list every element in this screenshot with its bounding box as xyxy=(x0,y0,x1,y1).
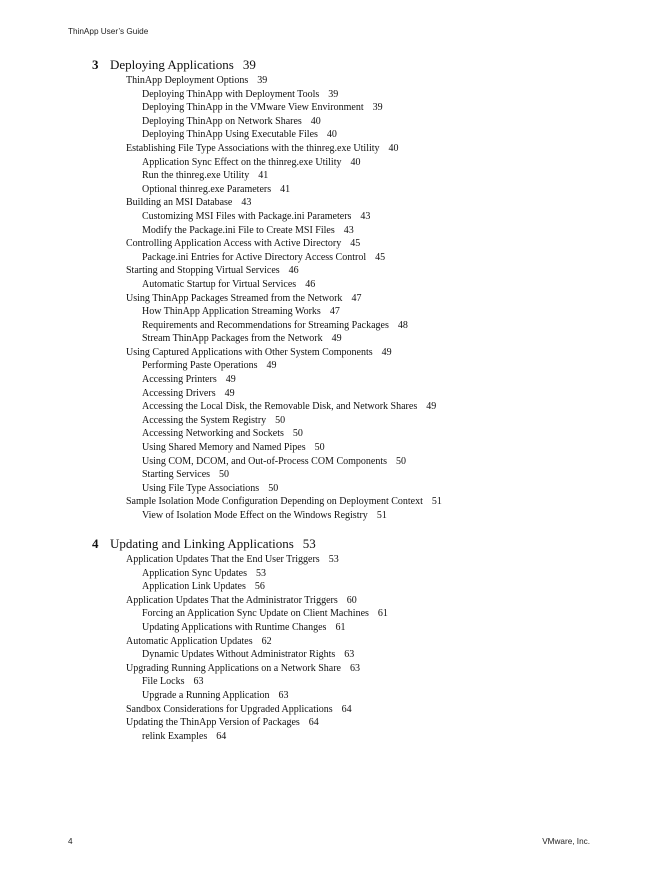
footer-company: VMware, Inc. xyxy=(542,837,590,846)
toc-entry-page: 43 xyxy=(343,224,354,236)
toc-entry-page: 47 xyxy=(351,292,362,304)
toc-entry-title: relink Examples xyxy=(142,730,208,742)
toc-entry-title: Accessing Drivers xyxy=(142,387,216,399)
toc-entry[interactable] xyxy=(0,455,660,469)
toc-entry-title: Deploying ThinApp on Network Shares xyxy=(142,115,302,127)
toc-entry[interactable] xyxy=(0,607,660,621)
toc-entry-page: 39 xyxy=(257,75,268,86)
toc-entry[interactable] xyxy=(0,237,660,251)
toc-entry[interactable] xyxy=(0,305,660,319)
chapter-page: 53 xyxy=(302,536,316,551)
toc-entry[interactable] xyxy=(0,74,660,88)
toc-entry[interactable] xyxy=(0,142,660,156)
toc-entry[interactable] xyxy=(0,730,660,744)
toc-entry-title: Customizing MSI Files with Package.ini Parameters xyxy=(142,210,352,222)
toc-entry-title: Starting and Stopping Virtual Services xyxy=(126,265,280,277)
toc-entry-page: 64 xyxy=(308,717,319,729)
toc-entry[interactable] xyxy=(0,292,660,306)
toc-entry-page: 51 xyxy=(431,496,442,508)
chapter-number: 4 xyxy=(92,536,99,551)
toc-entry[interactable] xyxy=(0,332,660,346)
toc-entry-title: Using Shared Memory and Named Pipes xyxy=(142,442,306,454)
toc-entry-title: Accessing Printers xyxy=(142,374,217,386)
toc-entry-title: Accessing Networking and Sockets xyxy=(142,428,284,440)
toc-entry[interactable] xyxy=(0,621,660,635)
toc-entry[interactable] xyxy=(0,183,660,197)
toc-entry-page: 49 xyxy=(381,346,392,358)
toc-entry-title: Building an MSI Database xyxy=(126,197,233,209)
footer-page-number: 4 xyxy=(68,837,73,846)
toc-entry-page: 64 xyxy=(341,703,352,715)
toc-entry-page: 60 xyxy=(346,594,357,606)
toc-entry-title: Application Sync Effect on the thinreg.exe Utility xyxy=(142,156,342,168)
toc-entry[interactable] xyxy=(0,703,660,717)
toc-entry-page: 61 xyxy=(377,608,388,620)
toc-entry[interactable] xyxy=(0,509,660,523)
toc-entry-title: Package.ini Entries for Active Directory Access Control xyxy=(142,251,367,263)
toc-entry-title: Stream ThinApp Packages from the Network xyxy=(142,333,323,345)
toc-entry[interactable] xyxy=(0,468,660,482)
toc-entry-title: Updating the ThinApp Version of Packages xyxy=(126,717,300,729)
toc-entry[interactable] xyxy=(0,210,660,224)
toc-entry[interactable] xyxy=(0,662,660,676)
toc-entry-title: Deploying ThinApp with Deployment Tools xyxy=(142,88,320,100)
toc-entry-title: View of Isolation Mode Effect on the Windows Registry xyxy=(142,510,368,521)
toc-list-chapter-3 xyxy=(0,74,660,523)
toc-entry-page: 46 xyxy=(305,278,316,290)
toc-entry-title: Application Sync Updates xyxy=(142,567,247,579)
toc-entry[interactable] xyxy=(0,400,660,414)
toc-entry[interactable] xyxy=(0,482,660,496)
toc-entry-title: Application Link Updates xyxy=(142,581,246,593)
toc-entry-page: 40 xyxy=(310,115,321,127)
toc-entry-title: Automatic Startup for Virtual Services xyxy=(142,278,297,290)
toc-entry-title: Accessing the Local Disk, the Removable Disk, and Network Shares xyxy=(142,401,418,413)
toc-entry-title: Using Captured Applications with Other System Components xyxy=(126,346,373,358)
toc-entry-page: 46 xyxy=(288,265,299,277)
toc-entry-title: Optional thinreg.exe Parameters xyxy=(142,183,272,195)
toc-entry[interactable] xyxy=(0,359,660,373)
toc-entry-title: Using ThinApp Packages Streamed from the Network xyxy=(126,292,343,304)
toc-entry-page: 39 xyxy=(372,102,383,114)
toc-entry-page: 41 xyxy=(280,183,291,195)
toc-entry-title: Performing Paste Operations xyxy=(142,360,258,372)
toc-entry[interactable] xyxy=(0,169,660,183)
toc-entry-page: 62 xyxy=(261,635,272,647)
toc-entry[interactable] xyxy=(0,128,660,142)
toc-entry[interactable] xyxy=(0,278,660,292)
chapter-number: 3 xyxy=(92,57,99,72)
toc-entry-page: 63 xyxy=(278,689,289,701)
toc-entry-title: Using COM, DCOM, and Out-of-Process COM Components xyxy=(142,455,387,467)
toc-entry-page: 40 xyxy=(388,142,399,154)
toc-entry-title: Sandbox Considerations for Upgraded Applications xyxy=(126,703,333,715)
toc-entry-page: 39 xyxy=(328,88,339,100)
toc-entry-title: Forcing an Application Sync Update on Client Machines xyxy=(142,608,369,620)
toc-entry[interactable] xyxy=(0,567,660,581)
toc-entry[interactable] xyxy=(0,156,660,170)
toc-entry-page: 43 xyxy=(360,210,371,222)
toc-entry-page: 50 xyxy=(268,482,279,494)
toc-entry-title: Deploying ThinApp in the VMware View Environment xyxy=(142,102,364,114)
toc-entry-page: 56 xyxy=(254,581,265,593)
toc-entry[interactable] xyxy=(0,251,660,265)
toc-entry-page: 40 xyxy=(350,156,361,168)
toc-entry-page: 50 xyxy=(219,469,230,481)
toc-list-chapter-4 xyxy=(0,553,660,743)
toc-entry[interactable] xyxy=(0,373,660,387)
toc-entry-page: 45 xyxy=(350,238,361,250)
toc-entry[interactable] xyxy=(0,346,660,360)
toc-entry[interactable] xyxy=(0,580,660,594)
toc-entry-title: Deploying ThinApp Using Executable Files xyxy=(142,129,318,141)
toc-entry-page: 64 xyxy=(216,730,227,742)
toc-entry-title: Upgrade a Running Application xyxy=(142,689,270,701)
toc-entry-title: Controlling Application Access with Active Directory xyxy=(126,238,342,250)
toc-entry-page: 50 xyxy=(275,414,286,426)
toc-entry-title: Accessing the System Registry xyxy=(142,414,267,426)
toc-entry[interactable] xyxy=(0,196,660,210)
toc-entry-page: 51 xyxy=(376,510,387,521)
toc-entry[interactable] xyxy=(0,101,660,115)
toc-entry-page: 49 xyxy=(266,360,277,372)
toc-entry-page: 50 xyxy=(396,455,406,467)
toc-entry-page: 48 xyxy=(397,319,408,331)
toc-entry[interactable] xyxy=(0,88,660,102)
toc-entry-title: Requirements and Recommendations for Streaming Packages xyxy=(142,319,389,331)
toc-entry-page: 40 xyxy=(326,129,337,141)
chapter-page: 39 xyxy=(242,57,256,72)
toc-entry-title: Modify the Package.ini File to Create MSI Files xyxy=(142,224,335,236)
toc-entry-title: How ThinApp Application Streaming Works xyxy=(142,306,321,318)
toc-entry[interactable] xyxy=(0,115,660,129)
toc-entry-page: 49 xyxy=(426,401,437,413)
toc-entry-title: Automatic Application Updates xyxy=(126,635,253,647)
toc-entry-title: Using File Type Associations xyxy=(142,482,260,494)
toc-entry[interactable] xyxy=(0,224,660,238)
toc-entry-page: 63 xyxy=(344,649,355,661)
toc-entry-title: Sample Isolation Mode Configuration Depending on Deployment Context xyxy=(126,496,423,508)
toc-entry[interactable] xyxy=(0,675,660,689)
toc-entry-title: Starting Services xyxy=(142,469,211,481)
toc-entry-title: Upgrading Running Applications on a Network Share xyxy=(126,662,341,674)
toc-entry-title: Run the thinreg.exe Utility xyxy=(142,170,250,182)
toc-entry-page: 41 xyxy=(258,170,269,182)
toc-entry-title: Dynamic Updates Without Administrator Rights xyxy=(142,649,336,661)
toc-entry[interactable] xyxy=(0,689,660,703)
toc-entry-page: 50 xyxy=(292,428,303,440)
toc-entry[interactable] xyxy=(0,441,660,455)
toc-entry-page: 43 xyxy=(241,197,252,209)
toc-entry-page: 63 xyxy=(349,662,360,674)
chapter-heading-4 xyxy=(92,536,316,552)
running-header: ThinApp User’s Guide xyxy=(68,27,149,36)
toc-entry[interactable] xyxy=(0,716,660,730)
toc-entry-title: File Locks xyxy=(142,676,185,688)
toc-entry[interactable] xyxy=(0,495,660,509)
chapter-heading-3 xyxy=(92,57,256,73)
toc-entry[interactable] xyxy=(0,264,660,278)
toc-entry[interactable] xyxy=(0,414,660,428)
toc-entry-page: 49 xyxy=(225,374,236,386)
toc-entry[interactable] xyxy=(0,319,660,333)
toc-entry-page: 49 xyxy=(331,333,342,345)
toc-entry-page: 53 xyxy=(328,554,339,565)
toc-entry-title: ThinApp Deployment Options xyxy=(126,75,249,86)
toc-entry[interactable] xyxy=(0,648,660,662)
toc-entry[interactable] xyxy=(0,427,660,441)
toc-entry-title: Establishing File Type Associations with the thinreg.exe Utility xyxy=(126,142,380,154)
toc-entry-page: 50 xyxy=(314,442,325,454)
chapter-title: Deploying Applications xyxy=(110,57,234,72)
toc-entry[interactable] xyxy=(0,635,660,649)
toc-entry-page: 61 xyxy=(335,621,346,633)
toc-entry[interactable] xyxy=(0,387,660,401)
toc-entry-page: 53 xyxy=(255,567,266,579)
toc-entry-title: Application Updates That the Administrator Triggers xyxy=(126,594,338,606)
toc-entry[interactable] xyxy=(0,553,660,567)
toc-entry-page: 47 xyxy=(329,306,340,318)
toc-entry-page: 45 xyxy=(375,251,386,263)
chapter-title: Updating and Linking Applications xyxy=(110,536,294,551)
toc-entry-page: 63 xyxy=(193,676,204,688)
toc-entry[interactable] xyxy=(0,594,660,608)
toc-entry-page: 49 xyxy=(224,387,235,399)
toc-entry-title: Updating Applications with Runtime Changes xyxy=(142,621,327,633)
toc-entry-title: Application Updates That the End User Triggers xyxy=(126,554,320,565)
